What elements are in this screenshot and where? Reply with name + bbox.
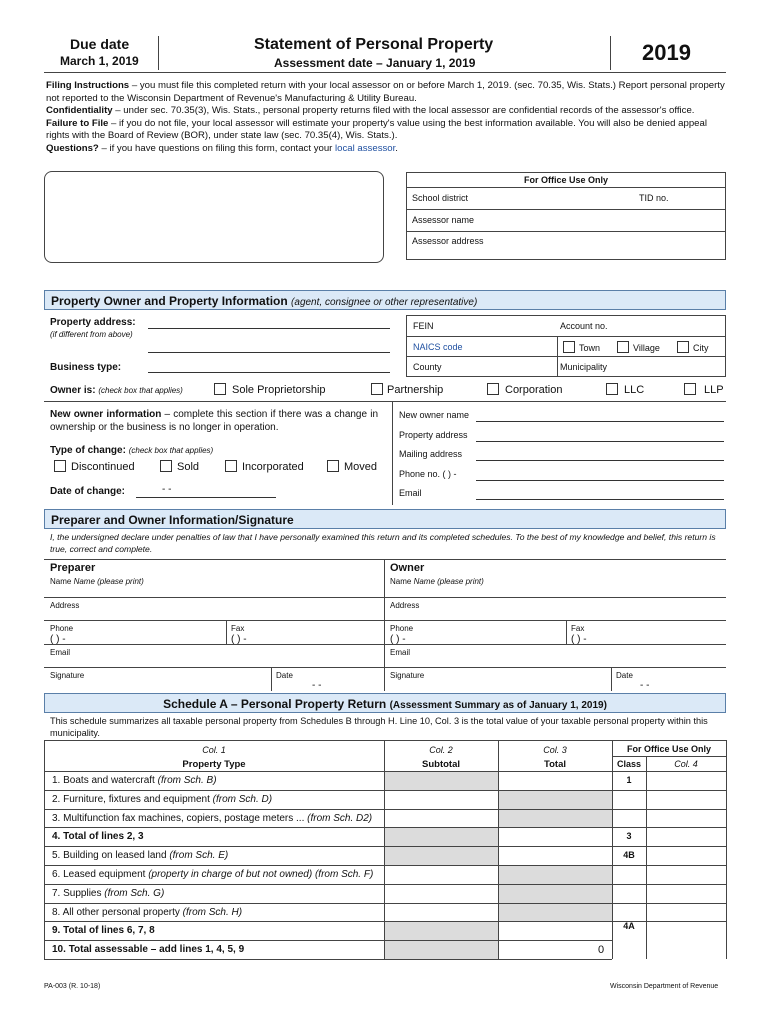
type-of-change-label: Type of change: (check box that applies) <box>50 445 214 456</box>
date-of-change-dashes: - - <box>162 484 172 495</box>
questions: Questions? – if you have questions on filing this form, contact your local assessor. <box>46 142 398 154</box>
schedule-a-row-label: 9. Total of lines 6, 7, 8 <box>52 925 155 937</box>
col4-header: Col. 4 <box>674 759 698 769</box>
preparer-section-header: Preparer and Owner Information/Signature <box>44 509 726 529</box>
sold-label: Sold <box>177 461 200 473</box>
fein-label: FEIN <box>413 321 434 331</box>
schedule-a-row-label: 10. Total assessable – add lines 1, 4, 5, 9 <box>52 944 245 956</box>
mailing-address-label: Mailing address <box>399 449 463 459</box>
col2-header: Col. 2 <box>429 745 453 755</box>
schedule-a-row-label: 6. Leased equipment (property in charge of but not owned) (from Sch. F) <box>52 869 374 880</box>
owner-fax-label: Fax <box>571 624 585 633</box>
preparer-signature-label: Signature <box>50 671 85 680</box>
col3-shaded-cell <box>499 866 612 884</box>
sold-checkbox[interactable] <box>160 460 172 472</box>
owner-id-table <box>406 315 726 377</box>
class-code: 3 <box>626 831 632 842</box>
owner-phone-label: Phone <box>390 624 414 633</box>
col1-name: Property Type <box>182 759 246 770</box>
schedule-a-row-label: 7. Supplies (from Sch. G) <box>52 887 165 899</box>
schedule-a-row-label: 4. Total of lines 2, 3 <box>52 831 144 843</box>
partnership-checkbox[interactable] <box>371 383 383 395</box>
office-use-col-header: For Office Use Only <box>626 744 712 754</box>
owner-is-label: Owner is: (check box that applies) <box>50 385 183 396</box>
total-assessable-value[interactable]: 0 <box>598 944 605 956</box>
owner-name-label: Name Name (please print) <box>390 577 484 586</box>
col3-shaded-cell <box>499 791 612 809</box>
class-code: 1 <box>626 775 632 785</box>
col2-shaded-cell <box>385 922 498 940</box>
schedule-a-row-label: 5. Building on leased land (from Sch. E) <box>52 850 229 862</box>
property-address-line1[interactable] <box>148 328 390 329</box>
property-address-line2[interactable] <box>148 352 390 353</box>
new-owner-name-label: New owner name <box>399 410 470 420</box>
col2-shaded-cell <box>385 772 498 790</box>
owner-date-field[interactable]: - - <box>640 680 650 691</box>
office-use-title: For Office Use Only <box>523 175 609 185</box>
new-owner-info: New owner information – complete this section if there was a change in ownership or the business is no longer in operation. <box>50 409 378 433</box>
class-code: 4A <box>623 921 635 932</box>
owner-address-label: Address <box>390 601 420 610</box>
tid-label: TID no. <box>639 193 669 203</box>
preparer-phone-label: Phone <box>50 624 74 633</box>
class-header: Class <box>616 759 642 769</box>
owner-phone-field[interactable]: ( ) - <box>390 634 406 645</box>
office-use-box <box>406 172 726 260</box>
preparer-name-label: Name Name (please print) <box>50 577 144 586</box>
failure-to-file: Failure to File – if you do not file, your local assessor will estimate your property's value using the best information available. You will also be denied appeal rights with the Board of Review (BOR), under state law (sec. 70.35(4), Wis. Stats.). <box>46 117 707 141</box>
date-of-change-label: Date of change: <box>50 486 126 497</box>
schedule-a-row-label: 8. All other personal property (from Sch. H) <box>52 906 243 918</box>
new-property-address-field[interactable] <box>476 441 724 442</box>
municipality-label: Municipality <box>560 362 608 372</box>
new-owner-email-label: Email <box>399 488 422 498</box>
preparer-fax-field[interactable]: ( ) - <box>231 634 247 645</box>
village-label: Village <box>633 343 660 353</box>
llc-label: LLC <box>624 384 645 396</box>
incorporated-checkbox[interactable] <box>225 460 237 472</box>
confidentiality: Confidentiality – under sec. 70.35(3), Wis. Stats., personal property returns filed with the local assessor are confidential records of the assessor's office. <box>46 105 695 116</box>
owner-date-label: Date <box>616 671 633 680</box>
business-type-label: Business type: <box>50 362 122 373</box>
mailing-address-field[interactable] <box>476 460 724 461</box>
discontinued-checkbox[interactable] <box>54 460 66 472</box>
property-address-label: Property address: <box>50 317 136 328</box>
new-owner-email-field[interactable] <box>476 499 724 500</box>
preparer-address-label: Address <box>50 601 80 610</box>
new-owner-name-field[interactable] <box>476 421 724 422</box>
llc-checkbox[interactable] <box>606 383 618 395</box>
town-label: Town <box>579 343 601 353</box>
owner-section-header: Property Owner and Property Information (agent, consignee or other representative) <box>44 290 726 310</box>
schedule-a-intro: This schedule summarizes all taxable personal property from Schedules B through H. Line 10, Col. 3 is the total value of your taxable personal property within this municipality. <box>50 716 708 738</box>
preparer-email-label: Email <box>50 648 71 657</box>
assessor-address-label: Assessor address <box>412 236 484 246</box>
phone-no-field[interactable] <box>476 480 724 481</box>
account-label: Account no. <box>560 321 608 331</box>
declaration: I, the undersigned declare under penalties of law that I have personally examined this return and its completed schedules. To the best of my knowledge and belief, this return is true, correct and complete. <box>50 532 716 554</box>
form-year: 2019 <box>642 40 691 65</box>
header <box>44 36 724 72</box>
schedule-a-table <box>44 740 726 960</box>
owner-email-label: Email <box>390 648 411 657</box>
due-date-label: Due date <box>70 36 130 52</box>
discontinued-label: Discontinued <box>71 461 135 473</box>
col3-shaded-cell <box>499 885 612 903</box>
city-checkbox[interactable] <box>677 341 689 353</box>
naics-link[interactable]: NAICS code <box>413 342 463 352</box>
partnership-label: Partnership <box>387 384 444 396</box>
owner-heading: Owner <box>390 562 425 574</box>
page-title: Statement of Personal Property <box>254 36 494 53</box>
city-label: City <box>693 343 709 353</box>
moved-label: Moved <box>344 461 378 473</box>
preparer-heading: Preparer <box>50 562 96 574</box>
col2-name: Subtotal <box>422 759 460 770</box>
corporation-label: Corporation <box>505 384 563 396</box>
incorporated-label: Incorporated <box>242 461 304 473</box>
due-date: March 1, 2019 <box>60 54 139 68</box>
corporation-checkbox[interactable] <box>487 383 499 395</box>
col3-name: Total <box>544 759 566 770</box>
assessment-date: Assessment date – January 1, 2019 <box>274 56 476 70</box>
filing-instructions: Filing Instructions – you must file this completed return with your local assessor on or before March 1, 2019. (sec. 70.35, Wis. Stats.) Report personal property not reported to the Wisconsin Department of Revenue's Manufacturing & Utility Bureau. <box>46 80 725 104</box>
mailing-address-box[interactable] <box>44 171 384 263</box>
col3-header: Col. 3 <box>543 745 567 755</box>
preparer-date-label: Date <box>276 671 293 680</box>
llp-label: LLP <box>704 384 724 396</box>
owner-fax-field[interactable]: ( ) - <box>571 634 587 645</box>
business-type-field[interactable] <box>148 372 390 373</box>
department: Wisconsin Department of Revenue <box>610 983 719 990</box>
local-assessor-link[interactable]: local assessor <box>335 142 396 154</box>
county-label: County <box>413 362 442 372</box>
preparer-date-field[interactable]: - - <box>312 680 322 691</box>
schedule-a-row-label: 3. Multifunction fax machines, copiers, postage meters ... (from Sch. D2) <box>52 812 373 824</box>
form-id: PA-003 (R. 10-18) <box>44 983 101 990</box>
instructions <box>46 80 726 155</box>
col3-shaded-cell <box>499 810 612 828</box>
assessor-name-label: Assessor name <box>412 215 475 225</box>
sole-proprietorship-checkbox[interactable] <box>214 383 226 395</box>
owner-signature-label: Signature <box>390 671 425 680</box>
col2-shaded-cell <box>385 941 498 959</box>
preparer-fax-label: Fax <box>231 624 245 633</box>
new-property-address-label: Property address <box>399 430 468 440</box>
preparer-phone-field[interactable]: ( ) - <box>50 634 66 645</box>
phone-no-label: Phone no. ( ) - <box>399 469 457 479</box>
col1-header: Col. 1 <box>202 745 226 755</box>
col2-shaded-cell <box>385 847 498 865</box>
town-checkbox[interactable] <box>563 341 575 353</box>
property-address-note: (if different from above) <box>50 330 133 339</box>
llp-checkbox[interactable] <box>684 383 696 395</box>
schedule-a-header: Schedule A – Personal Property Return (Assessment Summary as of January 1, 2019) <box>44 693 726 713</box>
date-of-change-field[interactable] <box>136 497 276 498</box>
col3-shaded-cell <box>499 904 612 922</box>
moved-checkbox[interactable] <box>327 460 339 472</box>
schedule-a-row-label: 2. Furniture, fixtures and equipment (from Sch. D) <box>52 793 273 805</box>
school-district-label: School district <box>412 193 469 203</box>
sole-proprietorship-label: Sole Proprietorship <box>232 384 326 396</box>
village-checkbox[interactable] <box>617 341 629 353</box>
class-code: 4B <box>623 850 635 861</box>
col2-shaded-cell <box>385 828 498 846</box>
schedule-a-row-label: 1. Boats and watercraft (from Sch. B) <box>52 775 217 786</box>
